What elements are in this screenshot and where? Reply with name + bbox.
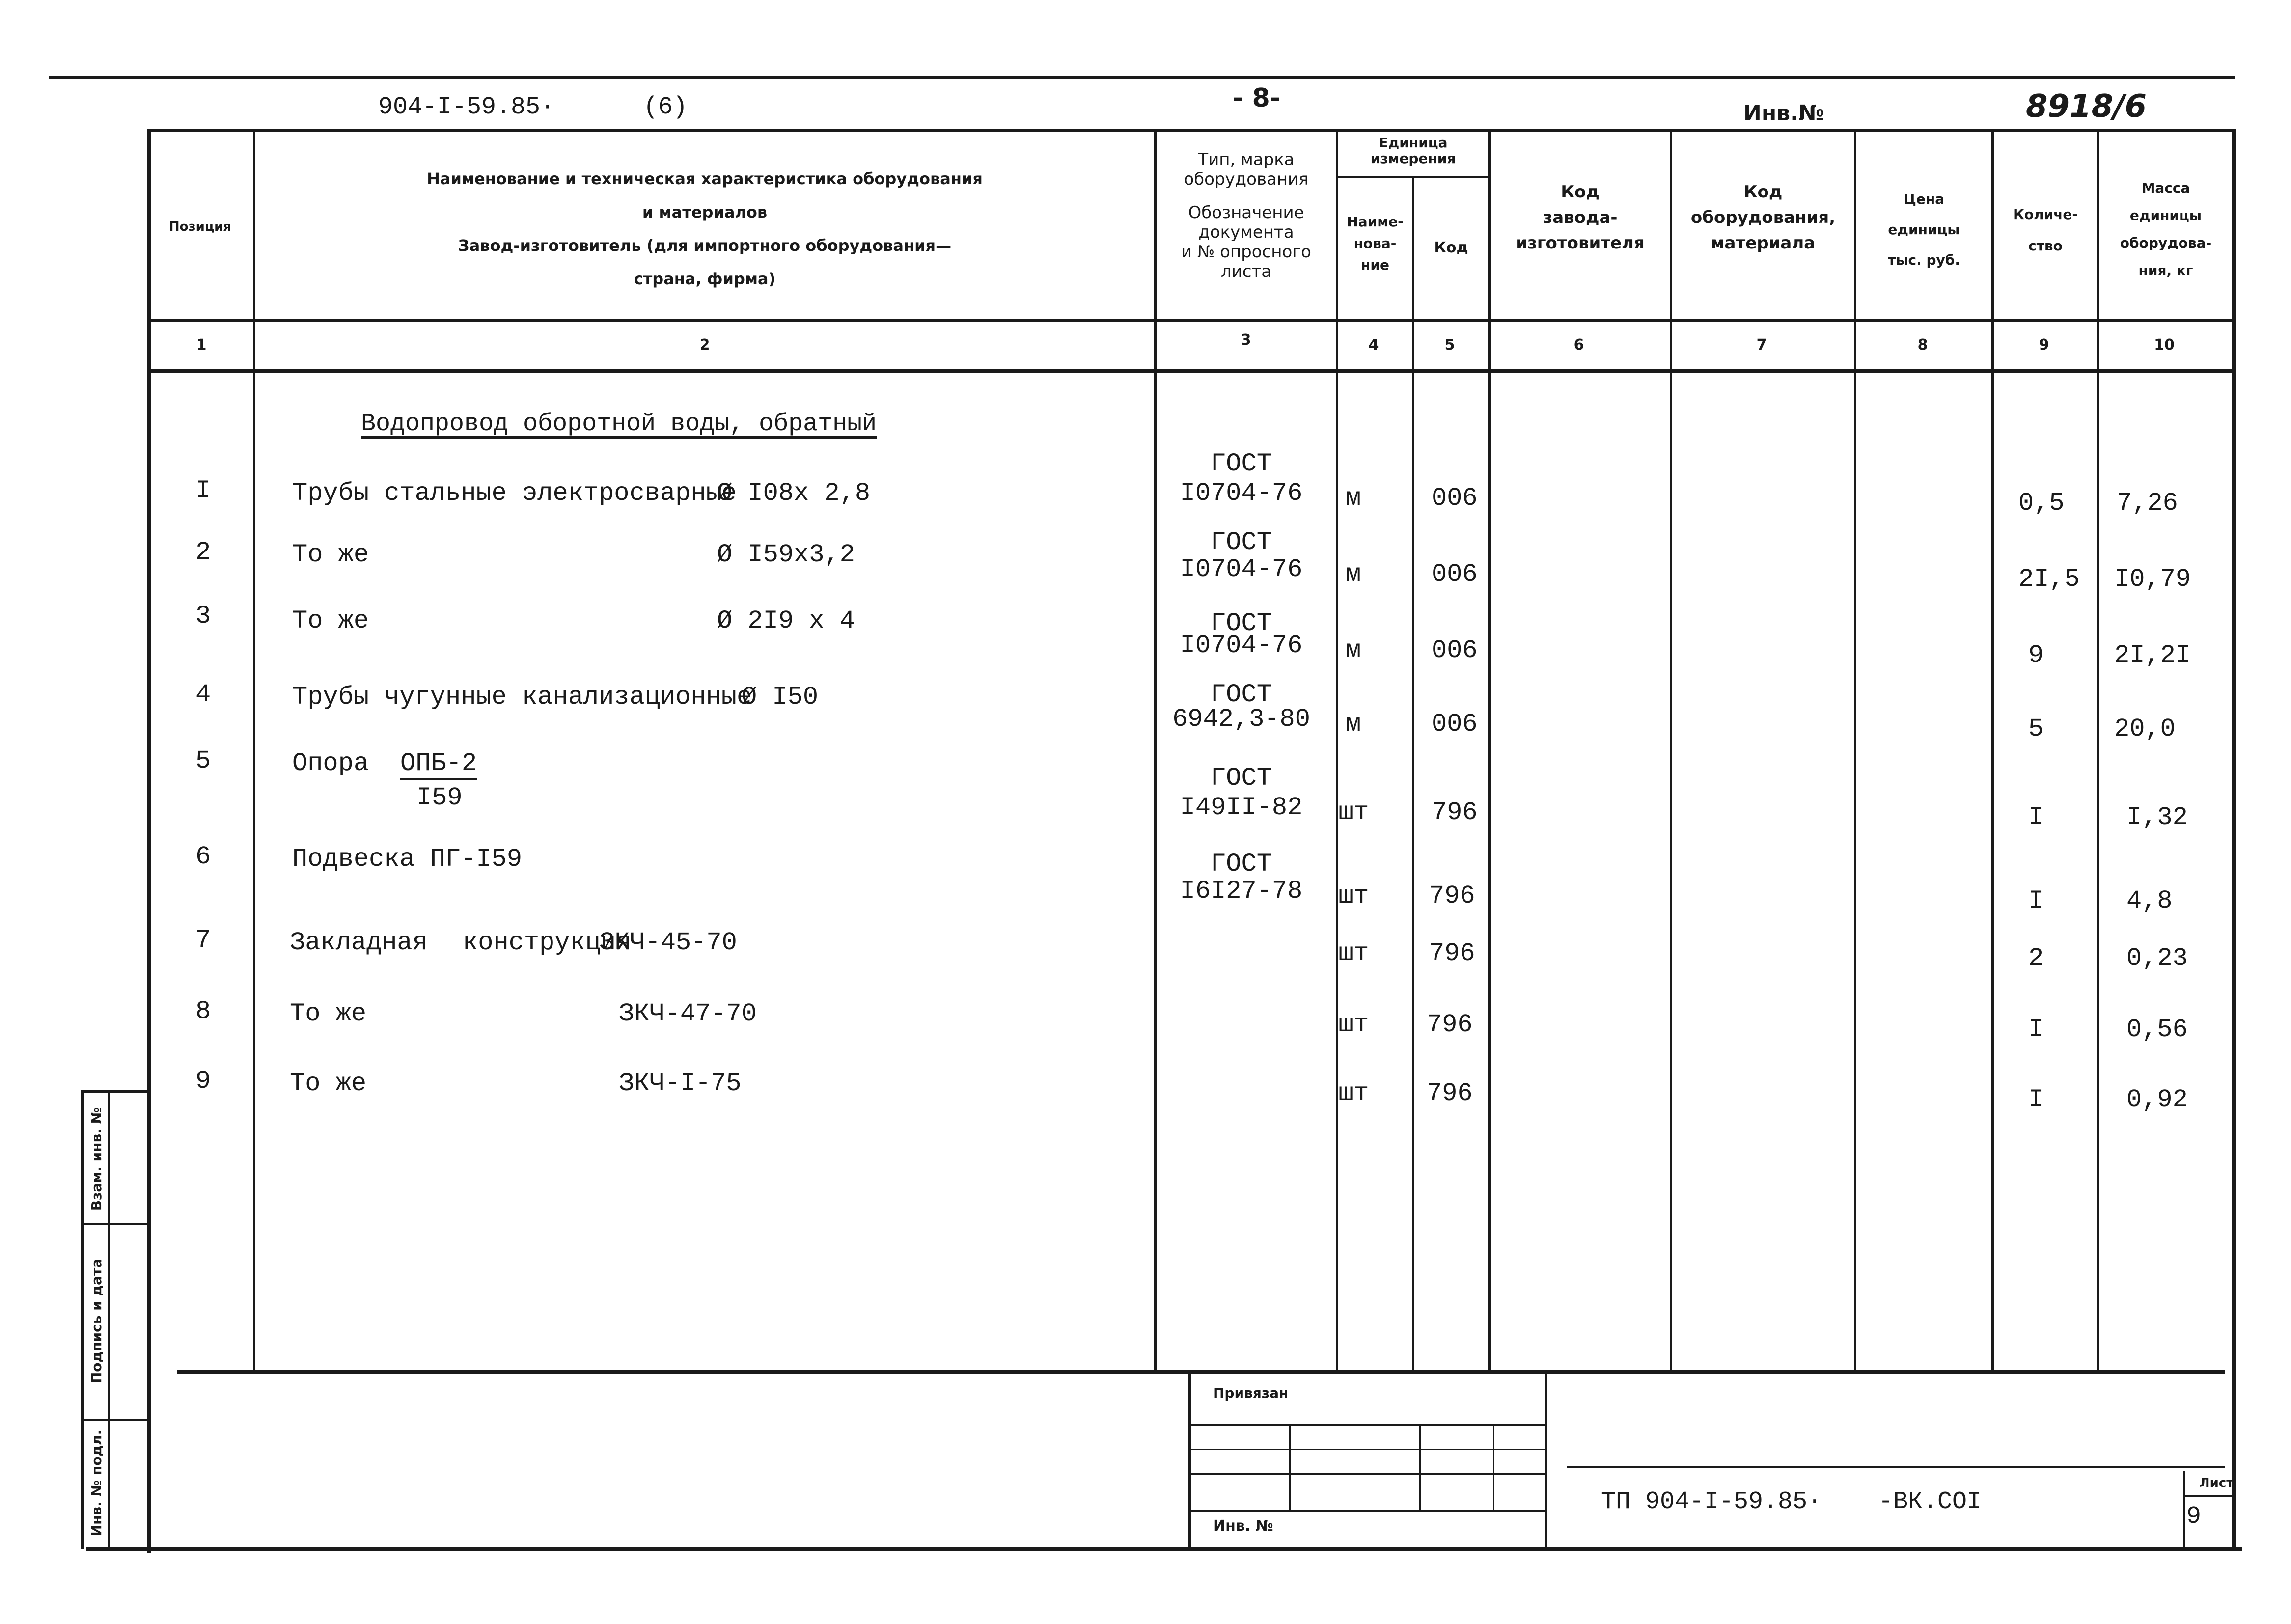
header-plant-code: Код завода- изготовителя: [1516, 182, 1645, 253]
col-number-1: 1: [196, 336, 207, 354]
row-pos: 8: [195, 997, 211, 1026]
inv-number: 8918/6: [2026, 88, 2147, 125]
row-mass: 0,56: [2126, 1015, 2188, 1044]
row-qty: I: [2028, 1015, 2044, 1044]
row-name: Трубы чугунные канализационные: [292, 683, 752, 712]
inv-label: Инв.№: [1743, 101, 1824, 126]
colnum-bottom-rule: [147, 369, 2232, 373]
side-stamp-podpis: Подпись и дата: [88, 1258, 105, 1384]
row-doc-1: ГОСТ: [1211, 764, 1272, 793]
col-line-5: [1488, 129, 1491, 1371]
top-mark: - 8-: [1233, 83, 1281, 113]
tb-left-vertical: [1188, 1370, 1191, 1547]
col-number-5: 5: [1444, 336, 1455, 354]
sheet-top-rule: [49, 76, 2235, 79]
tb-row-4: [1188, 1510, 1545, 1512]
row-spec: ЗКЧ-I-75: [619, 1069, 742, 1098]
row-mass: 7,26: [2117, 489, 2178, 518]
col-number-8: 8: [1917, 336, 1928, 354]
row-mass: 0,92: [2126, 1085, 2188, 1114]
row-code: 796: [1427, 1010, 1473, 1039]
row-qty: 9: [2028, 641, 2044, 670]
frame-top-border: [147, 129, 2232, 132]
tb-privyazan: Привязан: [1213, 1385, 1289, 1401]
row-mass: I0,79: [2114, 565, 2191, 594]
col-number-7: 7: [1756, 336, 1767, 354]
tb-designation-rule: [1567, 1466, 2225, 1468]
row-pos: 3: [195, 602, 211, 631]
tb-sheet-cell-left: [2183, 1471, 2185, 1547]
row-pos: 6: [195, 842, 211, 871]
row-spec: Ø 2I9 х 4: [717, 606, 855, 635]
row-doc-2: I6I27-78: [1180, 877, 1303, 906]
row-name: Закладная конструкция: [290, 928, 632, 957]
col-line-1: [253, 129, 255, 1371]
col-number-9: 9: [2039, 336, 2049, 354]
row-unit: шт: [1338, 939, 1369, 968]
row-pos: 7: [195, 926, 211, 955]
col-line-2: [1154, 129, 1157, 1371]
tb-sub-vertical-1: [1289, 1424, 1291, 1510]
row-pos: I: [195, 476, 211, 505]
row-spec: ОПБ-2: [400, 749, 477, 780]
row-mass: 4,8: [2126, 886, 2173, 915]
row-qty: 2: [2028, 944, 2044, 973]
header-unit-name: Наиме- нова- ние: [1347, 214, 1404, 273]
row-qty: 0,5: [2018, 489, 2065, 518]
side-stamp-row-2: [81, 1419, 150, 1421]
row-doc-2: I0704-76: [1180, 631, 1303, 660]
row-qty: I: [2028, 886, 2044, 915]
row-unit: м: [1346, 560, 1361, 589]
sheet-group-label: (6): [643, 93, 688, 121]
row-qty: I: [2028, 1085, 2044, 1114]
row-pos: 2: [195, 538, 211, 567]
row-mass: 20,0: [2114, 715, 2176, 743]
tb-mid-vertical: [1545, 1370, 1547, 1547]
row-doc-1: ГОСТ: [1211, 850, 1272, 879]
doc-ref-top: 904-I-59.85·: [378, 93, 555, 121]
side-stamp-left: [81, 1090, 84, 1549]
row-spec: ЗКЧ-47-70: [619, 999, 757, 1028]
tb-inv-no: Инв. №: [1213, 1517, 1273, 1535]
row-qty: 5: [2028, 715, 2044, 743]
row-code: 796: [1429, 881, 1475, 910]
col-number-2: 2: [699, 336, 710, 354]
tb-row-2: [1188, 1449, 1545, 1450]
tb-sheet-cell-rule: [2183, 1495, 2232, 1497]
col-line-6: [1670, 129, 1672, 1371]
col-line-9: [2097, 129, 2099, 1371]
col-number-10: 10: [2154, 336, 2175, 354]
row-code: 006: [1432, 636, 1478, 665]
frame-right-border: [2232, 129, 2236, 1550]
row-spec: ЗКЧ-45-70: [599, 928, 737, 957]
header-qty: Количе- ство: [2013, 206, 2078, 254]
side-stamp-vzam: Взам. инв. №: [88, 1107, 105, 1211]
row-unit: шт: [1338, 881, 1369, 910]
header-name: Наименование и техническая характеристика оборудования и материалов Завод-изготовитель (для импортного оборудования— страна, фирма): [427, 169, 983, 288]
header-type: Тип, марка оборудования Обозначение документа и № опросного листа: [1181, 150, 1311, 281]
row-unit: м: [1346, 710, 1361, 739]
row-doc-2: I49II-82: [1180, 793, 1303, 822]
row-spec: Ø I59х3,2: [717, 540, 855, 569]
row-unit: шт: [1338, 1079, 1369, 1108]
frame-bottom-border: [86, 1547, 2242, 1551]
row-spec: Ø I50: [742, 683, 819, 712]
header-mass: Масса единицы оборудова- ния, кг: [2120, 180, 2212, 278]
row-mass: 2I,2I: [2114, 641, 2191, 670]
row-pos: 5: [195, 746, 211, 775]
row-spec: Ø I08х 2,8: [717, 479, 871, 508]
tb-designation: ТП 904-I-59.85·: [1601, 1488, 1822, 1516]
tb-row-3: [1188, 1473, 1545, 1475]
row-code: 796: [1432, 798, 1478, 827]
row-name: То же: [290, 999, 367, 1028]
col-number-6: 6: [1573, 336, 1584, 354]
row-doc-2: 6942,3-80: [1172, 705, 1310, 734]
row-name: То же: [292, 540, 369, 569]
row-name: То же: [290, 1069, 367, 1098]
row-unit: м: [1346, 484, 1361, 513]
row-pos: 4: [195, 680, 211, 709]
frame-left-border: [147, 129, 151, 1553]
row-doc-2: I0704-76: [1180, 479, 1303, 508]
tb-row-1: [1188, 1424, 1545, 1426]
row-doc-1: ГОСТ: [1211, 449, 1272, 478]
col-line-3: [1336, 129, 1338, 1371]
col-number-3: 3: [1241, 331, 1251, 349]
header-unit-code: Код: [1434, 239, 1468, 256]
col-line-4: [1412, 176, 1414, 1371]
row-code: 006: [1432, 710, 1478, 739]
side-stamp-mid: [108, 1090, 110, 1549]
row-mass: 0,23: [2126, 944, 2188, 973]
section-title: Водопровод оборотной воды, обратный: [361, 410, 877, 438]
title-block-top-rule: [177, 1370, 2225, 1374]
header-bottom-rule: [147, 319, 2232, 322]
tb-sheet-label: Лист: [2199, 1476, 2234, 1490]
side-stamp-inv-podl: Инв. № подл.: [88, 1430, 105, 1537]
tb-sub-vertical-2: [1419, 1424, 1421, 1510]
row-unit: шт: [1338, 1010, 1369, 1039]
row-doc-1: ГОСТ: [1211, 680, 1272, 709]
row-doc-1: ГОСТ: [1211, 528, 1272, 557]
row-doc-2: I0704-76: [1180, 555, 1303, 584]
tb-sheet-number: 9: [2186, 1503, 2202, 1531]
tb-code-suffix: -ВК.СОI: [1878, 1488, 1982, 1516]
header-unit: Единица измерения: [1370, 135, 1456, 166]
row-code: 006: [1432, 484, 1478, 513]
row-unit: м: [1346, 636, 1361, 665]
row-qty: 2I,5: [2018, 565, 2080, 594]
row-code: 006: [1432, 560, 1478, 589]
row-pos: 9: [195, 1067, 211, 1096]
row-name: Трубы стальные электросварные: [292, 479, 737, 508]
col-number-4: 4: [1368, 336, 1379, 354]
header-price: Цена единицы тыс. руб.: [1887, 191, 1960, 268]
row-name: Подвеска ПГ-I59: [292, 845, 523, 874]
row-unit: шт: [1338, 798, 1369, 827]
row-name: То же: [292, 606, 369, 635]
row-name: Опора: [292, 749, 369, 778]
header-pos: Позиция: [168, 220, 232, 234]
col-line-8: [1991, 129, 1994, 1371]
row-qty: I: [2028, 803, 2044, 832]
col-line-7: [1854, 129, 1856, 1371]
row-doc-1: ГОСТ: [1211, 609, 1272, 638]
row-code: 796: [1427, 1079, 1473, 1108]
row-code: 796: [1429, 939, 1475, 968]
tb-sub-vertical-3: [1493, 1424, 1494, 1510]
header-equip-code: Код оборудования, материала: [1690, 182, 1836, 253]
row-spec-2: I59: [416, 783, 463, 812]
row-mass: I,32: [2126, 803, 2188, 832]
